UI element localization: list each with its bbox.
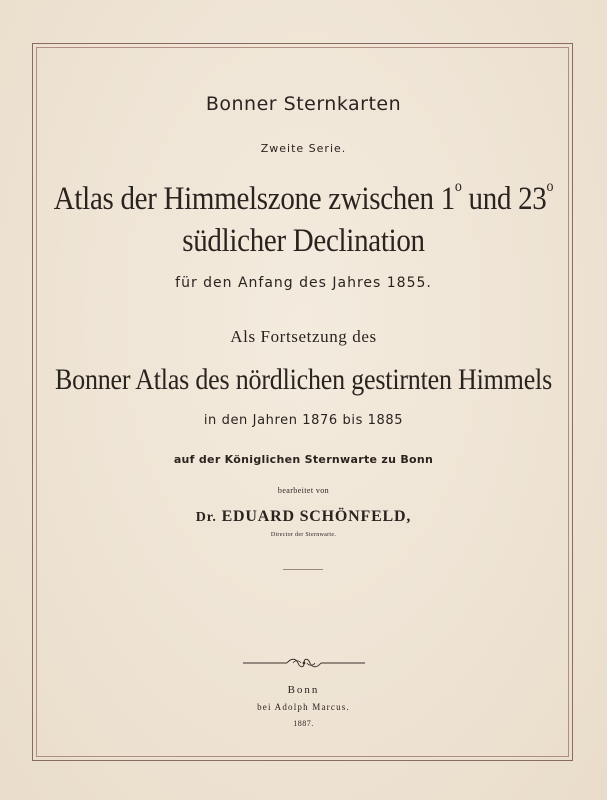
degree-mark-2: o <box>546 178 554 196</box>
ornament-divider-icon <box>243 656 365 670</box>
atlas-title-line-2: südlicher Declination <box>182 223 425 259</box>
author-name <box>0 508 607 526</box>
series-label: Zweite Serie. <box>260 142 347 155</box>
imprint-year: 1887. <box>293 719 314 728</box>
years-line: in den Jahren 1876 bis 1885 <box>203 413 404 428</box>
degree-mark-1: o <box>454 178 462 196</box>
imprint-city: Bonn <box>287 684 320 696</box>
imprint-publisher: bei Adolph Marcus. <box>257 702 350 712</box>
continuation-line: Als Fortsetzung des <box>230 327 377 346</box>
epoch-line: für den Anfang des Jahres 1855. <box>175 275 432 291</box>
divider-rule <box>283 569 323 570</box>
author-full-name: EDUARD SCHÖNFELD, <box>221 508 412 525</box>
author-prefix: Dr. <box>195 510 217 525</box>
atlas-title-line-1-prefix: Atlas der Himmelszone zwischen 1 <box>53 181 455 217</box>
author-role: Director der Sternwarte. <box>270 532 337 538</box>
atlas-title-line-1-middle: und 23 <box>461 181 547 217</box>
main-title: Bonner Sternkarten <box>205 93 402 115</box>
bonner-atlas-title: Bonner Atlas des nördlichen gestirnten Himmels <box>55 363 552 396</box>
edited-by-line: bearbeitet von <box>277 486 330 495</box>
atlas-title-line-1 <box>0 178 607 218</box>
observatory-line: auf der Königlichen Sternwarte zu Bonn <box>173 453 434 466</box>
